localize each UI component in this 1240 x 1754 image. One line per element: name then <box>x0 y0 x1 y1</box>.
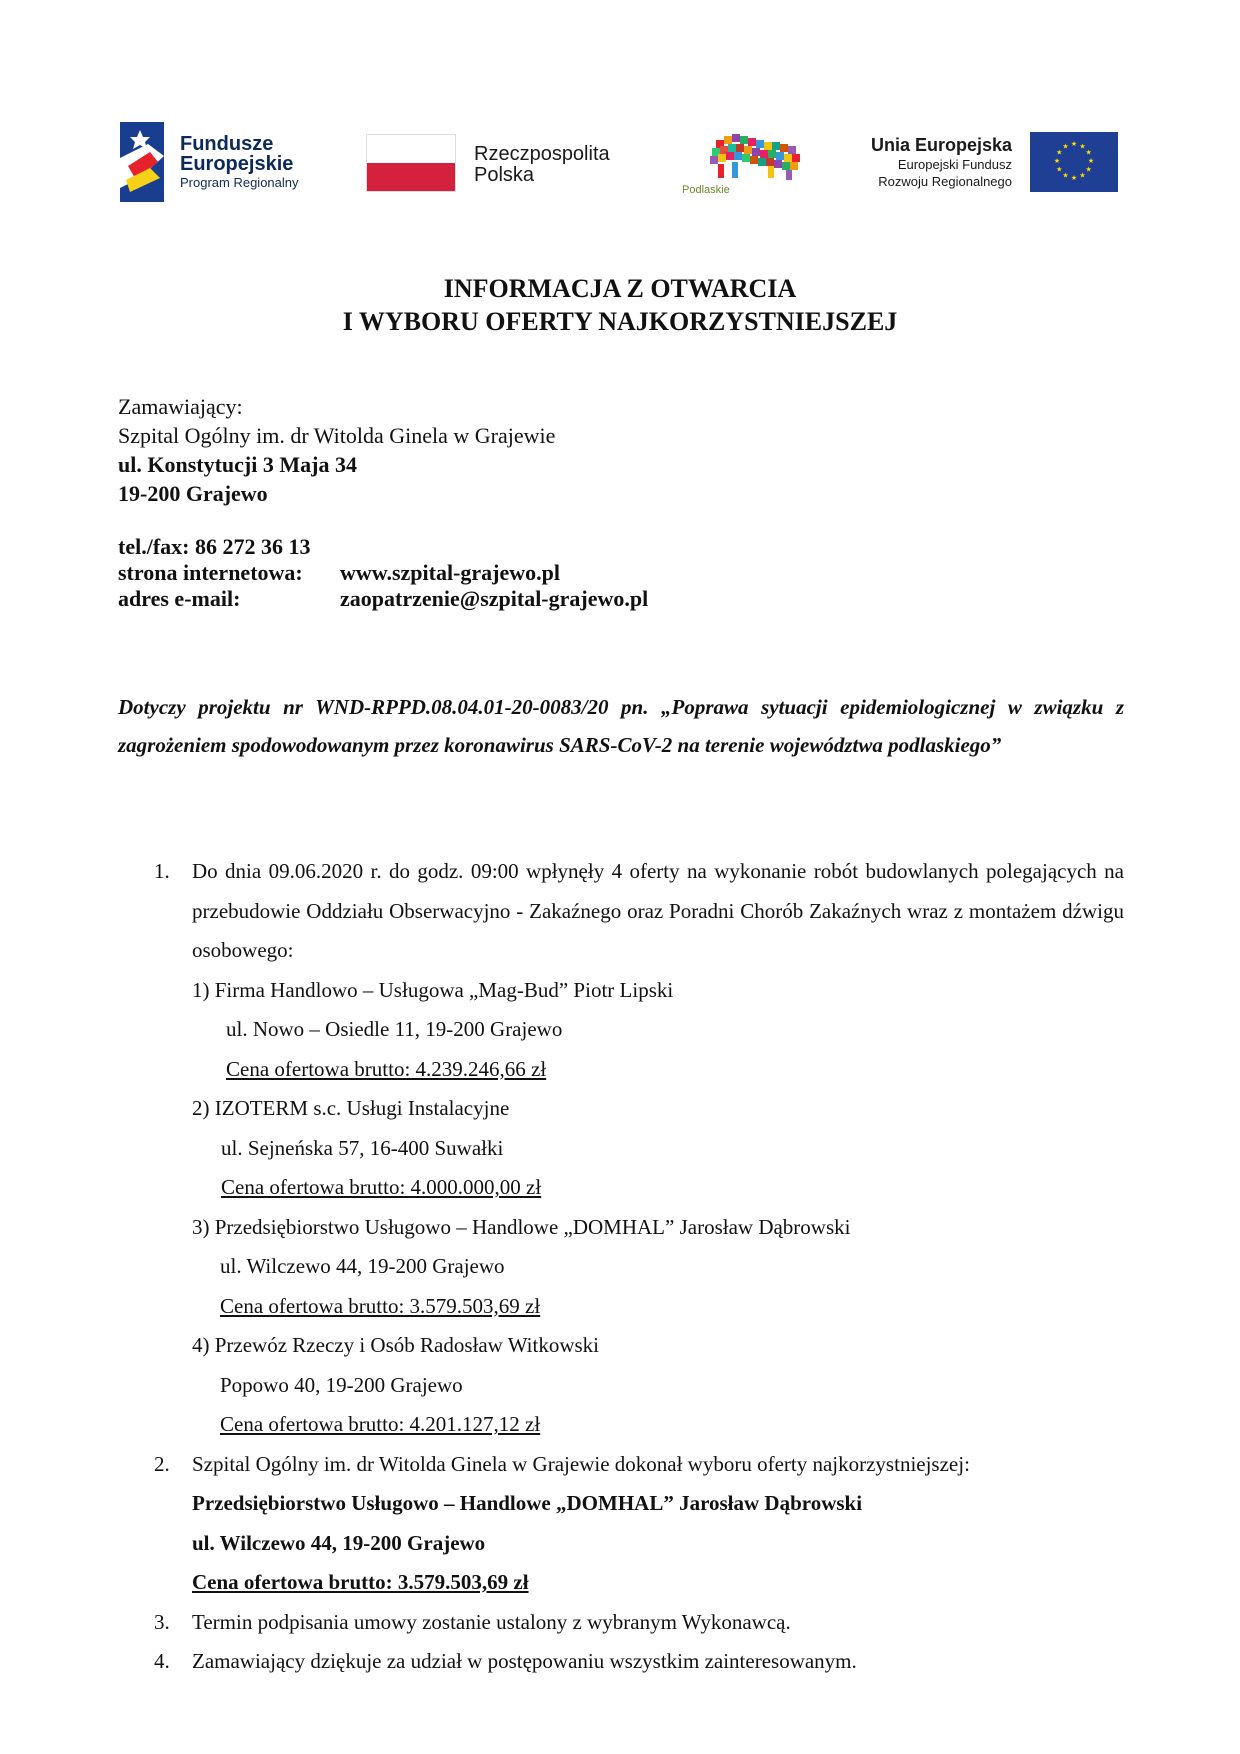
offer-2-address: ul. Sejneńska 57, 16-400 Suwałki <box>221 1135 504 1160</box>
contact-telfax: tel./fax: 86 272 36 13 <box>118 534 311 559</box>
svg-text:★: ★ <box>1053 157 1061 165</box>
list-item-3 <box>150 1603 1124 1643</box>
winner-price: Cena ofertowa brutto: 3.579.503,69 zł <box>192 1570 529 1594</box>
fe-line2: Europejskie <box>180 153 294 175</box>
offer-3-name: 3) Przedsiębiorstwo Usługowo – Handlowe „DOMHAL” Jarosław Dąbrowski <box>192 1214 851 1239</box>
offer-1-address: ul. Nowo – Osiedle 11, 19-200 Grajewo <box>226 1017 563 1041</box>
svg-text:★: ★ <box>1070 174 1078 182</box>
ue-line1: Unia Europejska <box>870 135 1012 155</box>
list-item-1-text: Do dnia 09.06.2020 r. do godz. 09:00 wpłynęły 4 oferty na wykonanie robót budowlanych polegających na przebudowie Oddziału Obserwacyjno - Zakaźnego oraz Poradni Chorób Zakaźnych wraz z montażem dźwigu osobowego: <box>192 859 1124 962</box>
fe-line3: Program Regionalny <box>180 175 299 190</box>
polish-flag-icon <box>366 134 456 192</box>
svg-text:★: ★ <box>1062 142 1069 151</box>
svg-text:★: ★ <box>1079 142 1086 151</box>
eu-flag-icon <box>1030 132 1118 192</box>
email-label: adres e-mail: <box>118 586 241 611</box>
winner-name: Przedsiębiorstwo Usługowo – Handlowe „DOMHAL” Jarosław Dąbrowski <box>192 1491 863 1515</box>
offer-3-address: ul. Wilczewo 44, 19-200 Grajewo <box>220 1254 505 1278</box>
svg-text:★: ★ <box>1079 171 1086 180</box>
title-line2: I WYBORU OFERTY NAJKORZYSTNIEJSZEJ <box>342 307 898 336</box>
email-link[interactable]: zaopatrzenie@szpital-grajewo.pl <box>340 586 649 611</box>
ue-line2: Europejski Fundusz <box>897 157 1012 172</box>
bison-mosaic-icon <box>706 130 826 186</box>
offer-3 <box>192 1208 1124 1327</box>
offer-2-price: Cena ofertowa brutto: 4.000.000,00 zł <box>221 1175 542 1199</box>
offer-1 <box>192 971 1124 1090</box>
podlaskie-logo <box>676 130 806 200</box>
document-title <box>0 272 1240 338</box>
offer-3-price: Cena ofertowa brutto: 3.579.503,69 zł <box>220 1293 541 1318</box>
contractor-label: Zamawiający: <box>118 394 243 419</box>
title-line1: INFORMACJA Z OTWARCIA <box>443 274 797 303</box>
contractor-name: Szpital Ogólny im. dr Witolda Ginela w Grajewie <box>118 423 556 448</box>
ue-line3: Rozwoju Regionalnego <box>878 174 1012 189</box>
project-description: Dotyczy projektu nr WND-RPPD.08.04.01-20-0083/20 pn. „Poprawa sytuacji epidemiologicznej w związku z zagrożeniem spodowodowanym przez koronawirus SARS-CoV-2 na terenie województwa podlaskiego” <box>118 695 1124 757</box>
list-item-4 <box>150 1642 1124 1682</box>
winner-address: ul. Wilczewo 44, 19-200 Grajewo <box>192 1530 486 1555</box>
offer-4-price: Cena ofertowa brutto: 4.201.127,12 zł <box>220 1412 541 1436</box>
contact-block <box>118 534 648 612</box>
contractor-city: 19-200 Grajewo <box>118 481 268 506</box>
rp-line1: Rzeczpospolita <box>474 143 610 165</box>
offer-1-price: Cena ofertowa brutto: 4.239.246,66 zł <box>226 1056 547 1081</box>
list-number-2: 2. <box>154 1451 170 1476</box>
contractor-block <box>118 392 555 508</box>
svg-text:★: ★ <box>1062 171 1069 180</box>
list-item-2-text: Szpital Ogólny im. dr Witolda Ginela w Grajewie dokonał wyboru oferty najkorzystniejszej: <box>192 1451 970 1476</box>
svg-text:★: ★ <box>1056 148 1063 157</box>
list-item-4-text: Zamawiający dziękuje za udział w postępowaniu wszystkim zainteresowanym. <box>192 1649 857 1673</box>
offer-2 <box>192 1089 1124 1208</box>
offer-4-address: Popowo 40, 19-200 Grajewo <box>220 1372 463 1397</box>
podlaskie-label: Podlaskie <box>682 184 730 196</box>
offer-list <box>150 852 1124 1682</box>
website-label: strona internetowa: <box>118 560 303 585</box>
list-number-3: 3. <box>154 1609 170 1634</box>
offer-4 <box>192 1326 1124 1445</box>
svg-text:★: ★ <box>1056 165 1063 174</box>
svg-text:★: ★ <box>1087 157 1095 165</box>
contractor-street: ul. Konstytucji 3 Maja 34 <box>118 452 357 477</box>
fundusze-europejskie-logo <box>120 122 320 202</box>
offer-2-name: 2) IZOTERM s.c. Usługi Instalacyjne <box>192 1096 510 1120</box>
website-link[interactable]: www.szpital-grajewo.pl <box>340 560 560 585</box>
list-item-2 <box>150 1445 1124 1603</box>
fundusze-europejskie-emblem-icon <box>120 122 164 202</box>
list-number-4: 4. <box>154 1649 170 1673</box>
offer-4-name: 4) Przewóz Rzeczy i Osób Radosław Witkowski <box>192 1333 600 1357</box>
fe-line1: Fundusze <box>180 133 274 155</box>
rp-line2: Polska <box>474 164 535 186</box>
rzeczpospolita-polska-logo <box>366 134 636 194</box>
svg-text:★: ★ <box>1085 165 1092 174</box>
unia-europejska-logo <box>850 132 1120 194</box>
list-item-3-text: Termin podpisania umowy zostanie ustalony z wybranym Wykonawcą. <box>192 1609 791 1634</box>
svg-text:★: ★ <box>1085 148 1092 157</box>
svg-text:★: ★ <box>1070 140 1078 148</box>
offer-1-name: 1) Firma Handlowo – Usługowa „Mag-Bud” Piotr Lipski <box>192 977 674 1002</box>
list-number-1: 1. <box>154 859 170 883</box>
list-item-1 <box>150 852 1124 1445</box>
